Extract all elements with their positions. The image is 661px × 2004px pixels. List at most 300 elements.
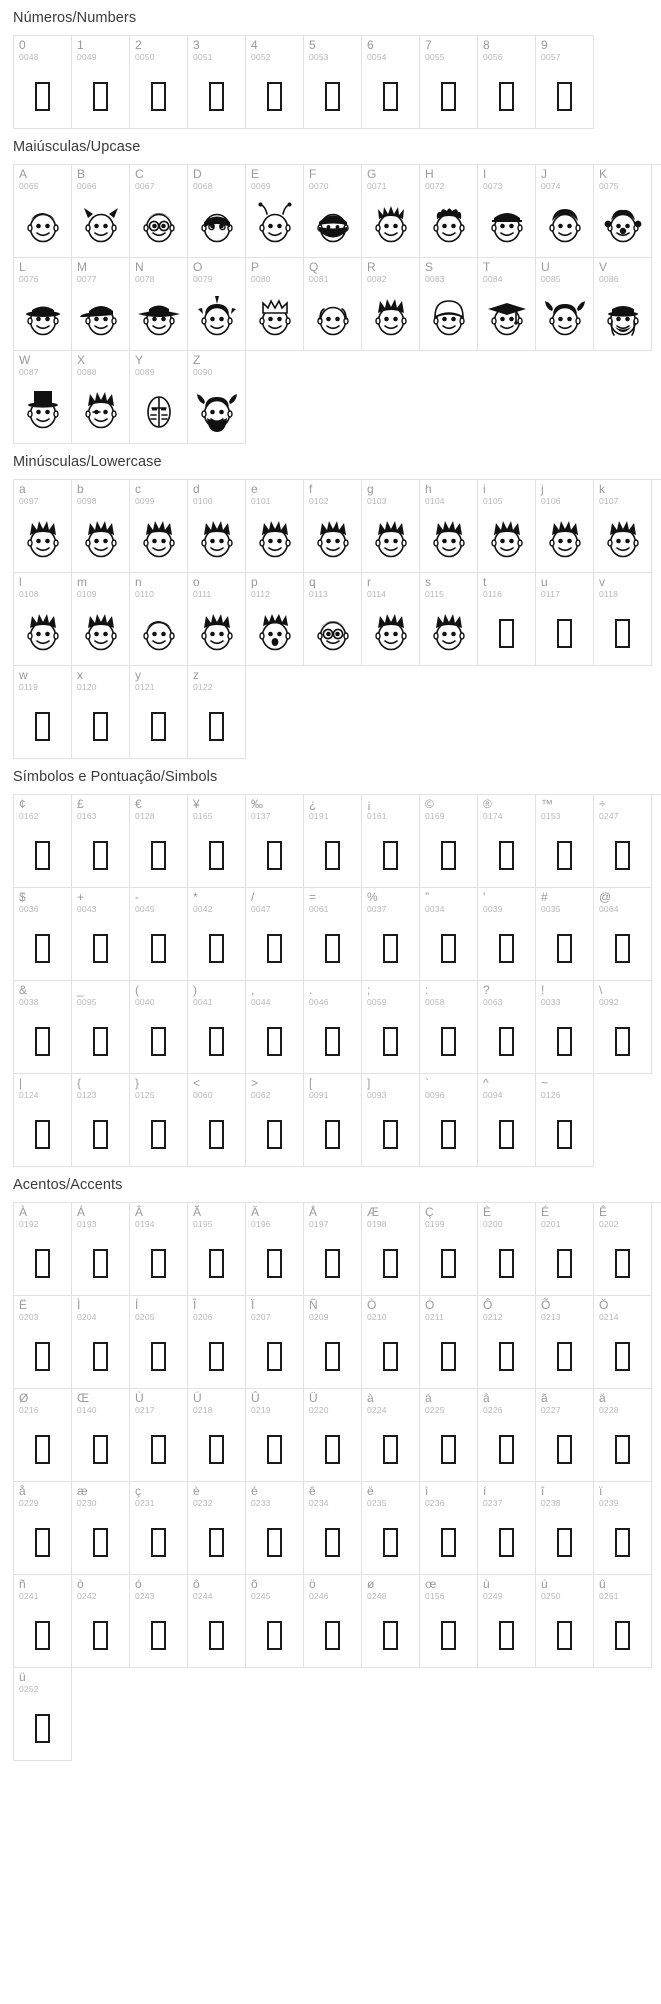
notdef-box-icon bbox=[499, 1435, 514, 1464]
notdef-box-icon bbox=[35, 1528, 50, 1557]
glyph-cell[interactable] bbox=[594, 981, 652, 1074]
glyph-cell[interactable] bbox=[304, 1074, 362, 1167]
glyph-cell[interactable] bbox=[72, 795, 130, 888]
glyph-cell[interactable] bbox=[188, 888, 246, 981]
glyph-cell[interactable] bbox=[420, 888, 478, 981]
glyph-charcode-label: 0197 bbox=[309, 1219, 329, 1229]
glyph-cell[interactable] bbox=[188, 1296, 246, 1389]
glyph-face-preview bbox=[594, 288, 651, 348]
glyph-cell[interactable] bbox=[304, 165, 362, 258]
glyph-missing-box bbox=[362, 1605, 419, 1665]
glyph-cell[interactable] bbox=[14, 1203, 72, 1296]
glyph-cell[interactable] bbox=[362, 480, 420, 573]
glyph-cell[interactable] bbox=[14, 795, 72, 888]
glyph-cell[interactable] bbox=[362, 1389, 420, 1482]
glyph-charcode-label: 0105 bbox=[483, 496, 503, 506]
glyph-cell[interactable] bbox=[72, 1482, 130, 1575]
glyph-cell[interactable] bbox=[536, 795, 594, 888]
glyph-charcode-label: 0229 bbox=[19, 1498, 39, 1508]
glyph-cell[interactable] bbox=[188, 36, 246, 129]
glyph-character-label: ( bbox=[135, 983, 139, 997]
glyph-cell[interactable] bbox=[362, 981, 420, 1074]
glyph-missing-box bbox=[188, 825, 245, 885]
glyph-missing-box bbox=[362, 66, 419, 126]
glyph-character-label: H bbox=[425, 167, 434, 181]
glyph-charcode-label: 0091 bbox=[309, 1090, 329, 1100]
glyph-cell[interactable] bbox=[14, 258, 72, 351]
glyph-cell[interactable] bbox=[72, 36, 130, 129]
glyph-face-preview bbox=[14, 288, 71, 348]
glyph-cell[interactable] bbox=[594, 1575, 652, 1668]
notdef-box-icon bbox=[35, 934, 50, 963]
glyph-cell[interactable] bbox=[130, 1482, 188, 1575]
glyph-cell[interactable] bbox=[594, 1296, 652, 1389]
glyph-cell[interactable] bbox=[536, 888, 594, 981]
glyph-cell[interactable] bbox=[246, 1074, 304, 1167]
notdef-box-icon bbox=[93, 1249, 108, 1278]
notdef-box-icon bbox=[35, 1342, 50, 1371]
glyph-cell[interactable] bbox=[188, 666, 246, 759]
glyph-cell[interactable] bbox=[188, 258, 246, 351]
glyph-missing-box bbox=[304, 1011, 361, 1071]
glyph-charcode-label: 0174 bbox=[483, 811, 503, 821]
glyph-cell[interactable] bbox=[188, 1203, 246, 1296]
glyph-charcode-label: 0088 bbox=[77, 367, 97, 377]
glyph-cell[interactable] bbox=[536, 573, 594, 666]
notdef-box-icon bbox=[267, 841, 282, 870]
glyph-cell[interactable] bbox=[304, 795, 362, 888]
glyph-character-label: 3 bbox=[193, 38, 200, 52]
glyph-cell[interactable] bbox=[594, 1482, 652, 1575]
glyph-cell[interactable] bbox=[304, 1482, 362, 1575]
glyph-cell[interactable] bbox=[14, 351, 72, 444]
glyph-charcode-label: 0087 bbox=[19, 367, 39, 377]
glyph-character-label: Ø bbox=[19, 1391, 29, 1405]
glyph-cell[interactable] bbox=[536, 258, 594, 351]
glyph-cell[interactable] bbox=[188, 1575, 246, 1668]
glyph-face-preview bbox=[304, 603, 361, 663]
glyph-cell[interactable] bbox=[478, 795, 536, 888]
glyph-character-label: 6 bbox=[367, 38, 374, 52]
glyph-cell[interactable] bbox=[188, 480, 246, 573]
glyph-cell[interactable] bbox=[594, 573, 652, 666]
glyph-cell[interactable] bbox=[420, 165, 478, 258]
glyph-cell[interactable] bbox=[478, 165, 536, 258]
glyph-cell[interactable] bbox=[14, 666, 72, 759]
glyph-cell[interactable] bbox=[478, 1575, 536, 1668]
glyph-charcode-label: 0038 bbox=[19, 997, 39, 1007]
glyph-missing-box bbox=[246, 1011, 303, 1071]
section-upcase bbox=[0, 129, 661, 444]
glyph-cell[interactable] bbox=[536, 480, 594, 573]
glyph-cell[interactable] bbox=[478, 1296, 536, 1389]
glyph-character-label: S bbox=[425, 260, 434, 274]
glyph-cell[interactable] bbox=[246, 888, 304, 981]
glyph-cell[interactable] bbox=[420, 1074, 478, 1167]
glyph-charcode-label: 0211 bbox=[425, 1312, 445, 1322]
glyph-character-label: | bbox=[19, 1076, 23, 1090]
glyph-face-preview bbox=[362, 195, 419, 255]
glyph-cell[interactable] bbox=[72, 1575, 130, 1668]
glyph-cell[interactable] bbox=[130, 351, 188, 444]
glyph-cell[interactable] bbox=[362, 795, 420, 888]
glyph-cell[interactable] bbox=[130, 480, 188, 573]
glyph-cell[interactable] bbox=[14, 36, 72, 129]
notdef-box-icon bbox=[441, 1528, 456, 1557]
glyph-character-label: ? bbox=[483, 983, 490, 997]
notdef-box-icon bbox=[267, 1528, 282, 1557]
glyph-charcode-label: 0056 bbox=[483, 52, 503, 62]
glyph-missing-box bbox=[536, 1326, 593, 1386]
glyph-cell[interactable] bbox=[594, 888, 652, 981]
glyph-missing-box bbox=[304, 1326, 361, 1386]
glyph-cell[interactable] bbox=[72, 1074, 130, 1167]
glyph-cell[interactable] bbox=[478, 1203, 536, 1296]
glyph-cell[interactable] bbox=[594, 795, 652, 888]
glyph-cell[interactable] bbox=[536, 1482, 594, 1575]
glyph-missing-box bbox=[536, 1233, 593, 1293]
glyph-character-label: Ô bbox=[483, 1298, 493, 1312]
glyph-cell[interactable] bbox=[72, 480, 130, 573]
glyph-cell[interactable] bbox=[420, 795, 478, 888]
notdef-box-icon bbox=[325, 82, 340, 111]
glyph-face-preview bbox=[14, 381, 71, 441]
glyph-cell[interactable] bbox=[246, 480, 304, 573]
glyph-cell[interactable] bbox=[72, 666, 130, 759]
glyph-cell[interactable] bbox=[130, 1296, 188, 1389]
glyph-character-label: 7 bbox=[425, 38, 432, 52]
glyph-cell[interactable] bbox=[188, 165, 246, 258]
glyph-cell[interactable] bbox=[478, 573, 536, 666]
glyph-cell[interactable] bbox=[478, 258, 536, 351]
glyph-cell[interactable] bbox=[14, 1389, 72, 1482]
glyph-charcode-label: 0195 bbox=[193, 1219, 213, 1229]
glyph-charcode-label: 0216 bbox=[19, 1405, 39, 1415]
glyph-cell[interactable] bbox=[304, 1296, 362, 1389]
glyph-cell[interactable] bbox=[72, 351, 130, 444]
glyph-missing-box bbox=[536, 1104, 593, 1164]
glyph-cell[interactable] bbox=[72, 573, 130, 666]
glyph-cell[interactable] bbox=[478, 480, 536, 573]
glyph-cell[interactable] bbox=[188, 795, 246, 888]
glyph-face-preview bbox=[72, 381, 129, 441]
glyph-face-preview bbox=[130, 288, 187, 348]
glyph-missing-box bbox=[72, 825, 129, 885]
glyph-charcode-label: 0125 bbox=[135, 1090, 155, 1100]
glyph-missing-box bbox=[188, 696, 245, 756]
glyph-charcode-label: 0236 bbox=[425, 1498, 445, 1508]
glyph-missing-box bbox=[304, 1104, 361, 1164]
glyph-cell[interactable] bbox=[188, 573, 246, 666]
glyph-cell[interactable] bbox=[478, 1482, 536, 1575]
glyph-cell[interactable] bbox=[188, 1074, 246, 1167]
glyph-cell[interactable] bbox=[246, 36, 304, 129]
glyph-face-preview bbox=[362, 288, 419, 348]
glyph-character-label: h bbox=[425, 482, 432, 496]
glyph-charcode-label: 0120 bbox=[77, 682, 97, 692]
glyph-cell[interactable] bbox=[362, 1074, 420, 1167]
glyph-face-preview bbox=[130, 510, 187, 570]
glyph-cell[interactable] bbox=[420, 258, 478, 351]
glyph-charcode-label: 0219 bbox=[251, 1405, 271, 1415]
notdef-box-icon bbox=[325, 1621, 340, 1650]
glyph-cell[interactable] bbox=[130, 258, 188, 351]
glyph-charcode-label: 0094 bbox=[483, 1090, 503, 1100]
glyph-missing-box bbox=[246, 1104, 303, 1164]
glyph-face-preview bbox=[14, 195, 71, 255]
glyph-cell[interactable] bbox=[246, 1203, 304, 1296]
glyph-face-preview bbox=[246, 195, 303, 255]
glyph-cell[interactable] bbox=[420, 36, 478, 129]
glyph-cell[interactable] bbox=[304, 36, 362, 129]
glyph-cell[interactable] bbox=[594, 480, 652, 573]
notdef-box-icon bbox=[441, 1120, 456, 1149]
glyph-face-preview bbox=[536, 288, 593, 348]
glyph-missing-box bbox=[594, 1233, 651, 1293]
glyph-character-label: œ bbox=[425, 1577, 437, 1591]
glyph-charcode-label: 0220 bbox=[309, 1405, 329, 1415]
glyph-character-label: Z bbox=[193, 353, 201, 367]
glyph-character-label: o bbox=[193, 575, 200, 589]
glyph-cell[interactable] bbox=[420, 573, 478, 666]
glyph-cell[interactable] bbox=[536, 1575, 594, 1668]
glyph-character-label: l bbox=[19, 575, 22, 589]
notdef-box-icon bbox=[325, 934, 340, 963]
glyph-character-label: z bbox=[193, 668, 199, 682]
glyph-cell[interactable] bbox=[362, 573, 420, 666]
glyph-charcode-label: 0234 bbox=[309, 1498, 329, 1508]
notdef-box-icon bbox=[557, 934, 572, 963]
glyph-character-label: Ò bbox=[367, 1298, 377, 1312]
glyph-cell[interactable] bbox=[246, 1482, 304, 1575]
glyph-cell[interactable] bbox=[188, 981, 246, 1074]
glyph-charcode-label: 0063 bbox=[483, 997, 503, 1007]
glyph-cell[interactable] bbox=[130, 36, 188, 129]
glyph-character-label: @ bbox=[599, 890, 612, 904]
glyph-missing-box bbox=[72, 1605, 129, 1665]
glyph-cell[interactable] bbox=[14, 165, 72, 258]
glyph-cell[interactable] bbox=[304, 258, 362, 351]
glyph-cell[interactable] bbox=[594, 258, 652, 351]
glyph-cell[interactable] bbox=[362, 36, 420, 129]
glyph-charcode-label: 0051 bbox=[193, 52, 213, 62]
glyph-character-label: Ë bbox=[19, 1298, 28, 1312]
glyph-cell[interactable] bbox=[304, 573, 362, 666]
glyph-cell[interactable] bbox=[536, 1389, 594, 1482]
glyph-cell[interactable] bbox=[246, 1296, 304, 1389]
glyph-cell[interactable] bbox=[130, 1389, 188, 1482]
glyph-missing-box bbox=[246, 918, 303, 978]
glyph-missing-box bbox=[246, 1233, 303, 1293]
glyph-cell[interactable] bbox=[362, 1575, 420, 1668]
glyph-cell[interactable] bbox=[72, 1296, 130, 1389]
glyph-cell[interactable] bbox=[420, 1482, 478, 1575]
glyph-face-preview bbox=[188, 603, 245, 663]
glyph-cell[interactable] bbox=[594, 1203, 652, 1296]
glyph-cell[interactable] bbox=[14, 981, 72, 1074]
glyph-cell[interactable] bbox=[362, 1203, 420, 1296]
glyph-missing-box bbox=[362, 918, 419, 978]
glyph-cell[interactable] bbox=[536, 981, 594, 1074]
glyph-cell[interactable] bbox=[14, 1074, 72, 1167]
notdef-box-icon bbox=[151, 1027, 166, 1056]
glyph-cell[interactable] bbox=[362, 1296, 420, 1389]
glyph-cell[interactable] bbox=[72, 258, 130, 351]
notdef-box-icon bbox=[209, 1528, 224, 1557]
glyph-character-label: t bbox=[483, 575, 487, 589]
glyph-face-preview bbox=[188, 195, 245, 255]
notdef-box-icon bbox=[557, 619, 572, 648]
glyph-character-label: ö bbox=[309, 1577, 316, 1591]
glyph-cell[interactable] bbox=[14, 888, 72, 981]
glyph-character-label: E bbox=[251, 167, 260, 181]
glyph-cell[interactable] bbox=[14, 1668, 72, 1761]
glyph-character-label: D bbox=[193, 167, 202, 181]
notdef-box-icon bbox=[93, 1621, 108, 1650]
glyph-cell[interactable] bbox=[536, 1296, 594, 1389]
glyph-cell[interactable] bbox=[246, 258, 304, 351]
glyph-cell[interactable] bbox=[246, 165, 304, 258]
glyph-cell[interactable] bbox=[304, 1389, 362, 1482]
glyph-charcode-label: 0205 bbox=[135, 1312, 155, 1322]
glyph-cell[interactable] bbox=[362, 1482, 420, 1575]
glyph-charcode-label: 0076 bbox=[19, 274, 39, 284]
glyph-character-label: â bbox=[483, 1391, 490, 1405]
glyph-cell[interactable] bbox=[420, 480, 478, 573]
glyph-cell[interactable] bbox=[536, 165, 594, 258]
glyph-missing-box bbox=[14, 1011, 71, 1071]
glyph-face-preview bbox=[478, 195, 535, 255]
glyph-cell[interactable] bbox=[536, 36, 594, 129]
glyph-charcode-label: 0099 bbox=[135, 496, 155, 506]
glyph-cell[interactable] bbox=[478, 1074, 536, 1167]
glyph-cell[interactable] bbox=[362, 888, 420, 981]
glyph-character-label: : bbox=[425, 983, 429, 997]
glyph-cell[interactable] bbox=[188, 1389, 246, 1482]
glyph-cell[interactable] bbox=[478, 888, 536, 981]
glyph-cell[interactable] bbox=[14, 480, 72, 573]
glyph-cell[interactable] bbox=[536, 1074, 594, 1167]
glyph-character-label: + bbox=[77, 890, 85, 904]
glyph-cell[interactable] bbox=[246, 573, 304, 666]
glyph-missing-box bbox=[188, 1605, 245, 1665]
glyph-cell[interactable] bbox=[304, 888, 362, 981]
glyph-cell[interactable] bbox=[72, 1203, 130, 1296]
glyph-character-label: 8 bbox=[483, 38, 490, 52]
glyph-character-label: ‰ bbox=[251, 797, 263, 811]
glyph-cell[interactable] bbox=[420, 1389, 478, 1482]
glyph-cell[interactable] bbox=[478, 981, 536, 1074]
glyph-cell[interactable] bbox=[594, 165, 652, 258]
glyph-cell[interactable] bbox=[130, 795, 188, 888]
notdef-box-icon bbox=[383, 82, 398, 111]
glyph-cell[interactable] bbox=[72, 981, 130, 1074]
glyph-cell[interactable] bbox=[304, 480, 362, 573]
glyph-cell[interactable] bbox=[72, 1389, 130, 1482]
glyph-charcode-label: 0050 bbox=[135, 52, 155, 62]
glyph-missing-box bbox=[246, 1419, 303, 1479]
glyph-cell[interactable] bbox=[130, 981, 188, 1074]
glyph-charcode-label: 0044 bbox=[251, 997, 271, 1007]
glyph-missing-box bbox=[420, 1011, 477, 1071]
glyph-missing-box bbox=[14, 1698, 71, 1758]
glyph-cell[interactable] bbox=[14, 1296, 72, 1389]
glyph-cell[interactable] bbox=[130, 1203, 188, 1296]
glyph-character-label: % bbox=[367, 890, 378, 904]
glyph-cell[interactable] bbox=[72, 165, 130, 258]
glyph-cell[interactable] bbox=[594, 1389, 652, 1482]
glyph-cell[interactable] bbox=[188, 1482, 246, 1575]
glyph-cell[interactable] bbox=[246, 981, 304, 1074]
glyph-charcode-label: 0041 bbox=[193, 997, 213, 1007]
glyph-missing-box bbox=[594, 1011, 651, 1071]
glyph-cell[interactable] bbox=[246, 1575, 304, 1668]
glyph-face-preview bbox=[188, 510, 245, 570]
glyph-cell[interactable] bbox=[478, 1389, 536, 1482]
notdef-box-icon bbox=[499, 1342, 514, 1371]
glyph-cell[interactable] bbox=[130, 165, 188, 258]
glyph-cell[interactable] bbox=[420, 1296, 478, 1389]
glyph-cell[interactable] bbox=[420, 981, 478, 1074]
glyph-cell[interactable] bbox=[304, 1575, 362, 1668]
glyph-character-label: ä bbox=[599, 1391, 606, 1405]
glyph-missing-box bbox=[594, 1326, 651, 1386]
glyph-cell[interactable] bbox=[14, 1575, 72, 1668]
glyph-cell[interactable] bbox=[130, 1575, 188, 1668]
glyph-cell[interactable] bbox=[536, 1203, 594, 1296]
glyph-cell[interactable] bbox=[478, 36, 536, 129]
glyph-cell[interactable] bbox=[304, 981, 362, 1074]
glyph-charcode-label: 0100 bbox=[193, 496, 213, 506]
notdef-box-icon bbox=[615, 1621, 630, 1650]
notdef-box-icon bbox=[325, 1249, 340, 1278]
glyph-cell[interactable] bbox=[420, 1203, 478, 1296]
glyph-charcode-label: 0108 bbox=[19, 589, 39, 599]
glyph-missing-box bbox=[72, 1011, 129, 1071]
glyph-cell[interactable] bbox=[130, 666, 188, 759]
glyph-cell[interactable] bbox=[304, 1203, 362, 1296]
glyph-cell[interactable] bbox=[362, 258, 420, 351]
glyph-character-label: ò bbox=[77, 1577, 84, 1591]
glyph-charcode-label: 0042 bbox=[193, 904, 213, 914]
glyph-cell[interactable] bbox=[72, 888, 130, 981]
glyph-character-label: _ bbox=[77, 983, 84, 997]
glyph-cell[interactable] bbox=[362, 165, 420, 258]
glyph-character-label: F bbox=[309, 167, 317, 181]
glyph-cell[interactable] bbox=[246, 1389, 304, 1482]
glyph-charcode-label: 0203 bbox=[19, 1312, 39, 1322]
glyph-cell[interactable] bbox=[130, 888, 188, 981]
glyph-cell[interactable] bbox=[420, 1575, 478, 1668]
glyph-cell[interactable] bbox=[14, 573, 72, 666]
notdef-box-icon bbox=[615, 934, 630, 963]
glyph-cell[interactable] bbox=[188, 351, 246, 444]
glyph-cell[interactable] bbox=[130, 573, 188, 666]
glyph-missing-box bbox=[72, 696, 129, 756]
notdef-box-icon bbox=[151, 1621, 166, 1650]
glyph-cell[interactable] bbox=[14, 1482, 72, 1575]
notdef-box-icon bbox=[441, 82, 456, 111]
glyph-character-label: Ü bbox=[309, 1391, 318, 1405]
glyph-cell[interactable] bbox=[130, 1074, 188, 1167]
notdef-box-icon bbox=[441, 1621, 456, 1650]
glyph-charcode-label: 0116 bbox=[483, 589, 503, 599]
glyph-missing-box bbox=[246, 66, 303, 126]
glyph-charcode-label: 0218 bbox=[193, 1405, 213, 1415]
glyph-charcode-label: 0200 bbox=[483, 1219, 503, 1229]
glyph-charcode-label: 0095 bbox=[77, 997, 97, 1007]
glyph-cell[interactable] bbox=[246, 795, 304, 888]
